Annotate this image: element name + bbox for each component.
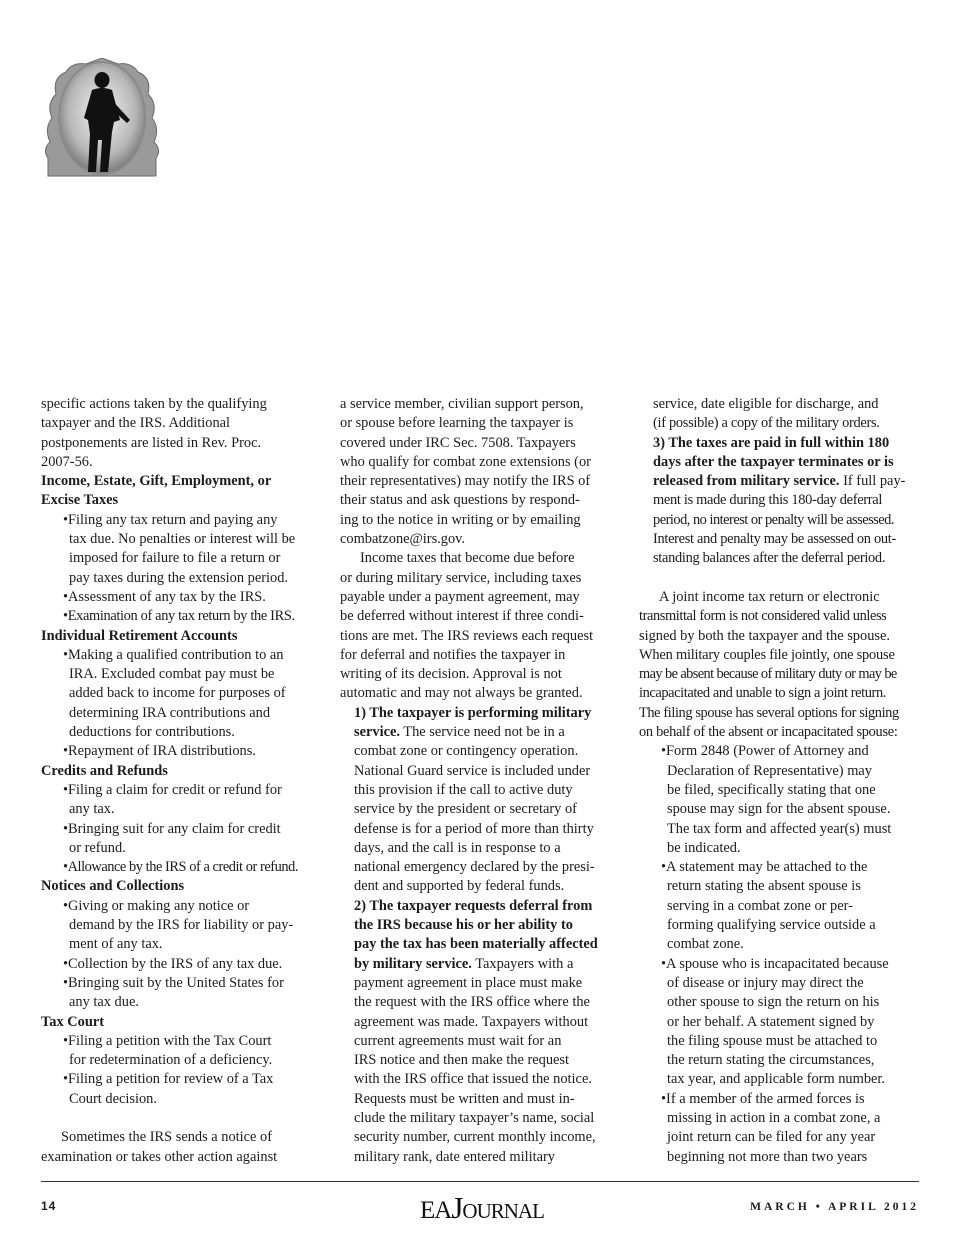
footer-divider xyxy=(41,1181,919,1182)
bullet-statement-absent: •A statement may be attached to the return stating the absent spouse is serving in a combat zone or per- forming qualifying service outside a combat zone. xyxy=(661,859,876,953)
bullet-assessment: •Assessment of any tax by the IRS. xyxy=(63,588,266,605)
paragraph-joint-return: A joint income tax return or electronic transmittal form is not considered valid unless signed by both the taxpayer and the spouse. When military couples file jointly, one spouse may be absent because of military duty or may be incapacitated and unable to sign a joint return. The filing spouse has several options for signing on behalf of the absent or incapacitated spouse: xyxy=(639,588,899,741)
paragraph-discharge: service, date eligible for discharge, and (if possible) a copy of the military orders. xyxy=(653,396,880,432)
intro-paragraph: specific actions taken by the qualifying taxpayer and the IRS. Additional postponements are listed in Rev. Proc. 2007-56. xyxy=(41,396,267,470)
issue-date: MARCH • APRIL 2012 xyxy=(750,1201,919,1213)
bullet-missing-in-action: •If a member of the armed forces is missing in action in a combat zone, a joint return can be filed for any year beginning not more than two years xyxy=(661,1090,881,1165)
column-2 xyxy=(340,395,623,1167)
heading-credits-refunds: Credits and Refunds xyxy=(41,762,168,779)
bullet-suit-united-states: •Bringing suit by the United States for any tax due. xyxy=(63,974,284,1011)
heading-ira: Individual Retirement Accounts xyxy=(41,627,238,644)
soldier-silhouette-emblem xyxy=(42,58,162,178)
bullet-collection: •Collection by the IRS of any tax due. xyxy=(63,955,283,972)
bullet-examination: •Examination of any tax return by the IRS. xyxy=(63,608,295,625)
bullet-ira-contribution: •Making a qualified contribution to an IRA. Excluded combat pay must be added back to income for purposes of determining IRA contributions and deductions for contributions. xyxy=(63,646,286,741)
bullet-petition-redetermination: •Filing a petition with the Tax Court for redetermination of a deficiency. xyxy=(63,1032,273,1069)
bullet-allowance: •Allowance by the IRS of a credit or refund. xyxy=(63,859,298,876)
condition-2: 2) The taxpayer requests deferral from the IRS because his or her ability to pay the tax has been materially affected by military service. Taxpayers with a payment agreement in place must make the request with the IRS office where the agreement was made. Taxpayers without current agreements must wait for an IRS notice and then make the request with the IRS office that issued the notice. Requests must be written and must in- clude the military taxpayer’s name, social security number, current monthly income, military rank, date entered military xyxy=(354,897,598,1165)
paragraph-notification: a service member, civilian support person, or spouse before learning the taxpayer is covered under IRC Sec. 7508. Taxpayers who qualify for combat zone extensions (or their representatives) may notify the IRS of their status and ask questions by respond- ing to the notice in writing or by emailing combatzone@irs.gov. xyxy=(340,396,591,548)
heading-income-taxes: Income, Estate, Gift, Employment, or Excise Taxes xyxy=(41,473,272,509)
heading-notices-collections: Notices and Collections xyxy=(41,878,185,895)
bullet-petition-review: •Filing a petition for review of a Tax Court decision. xyxy=(63,1071,274,1107)
bullet-bringing-suit-credit: •Bringing suit for any claim for credit or refund. xyxy=(63,820,281,856)
heading-tax-court: Tax Court xyxy=(41,1013,105,1030)
page-number: 14 xyxy=(41,1199,57,1213)
outro-paragraph: Sometimes the IRS sends a notice of examination or takes other action against xyxy=(41,1129,278,1165)
column-3 xyxy=(639,395,924,1167)
bullet-filing-claim: •Filing a claim for credit or refund for any tax. xyxy=(63,781,282,818)
bullet-ira-repayment: •Repayment of IRA distributions. xyxy=(63,743,256,760)
bullet-notice-demand: •Giving or making any notice or demand by the IRS for liability or pay- ment of any tax. xyxy=(63,897,294,953)
condition-1: 1) The taxpayer is performing military service. The service need not be in a combat zone or contingency operation. National Guard service is included under this provision if the call to active duty service by the president or secretary of defense is for a period of more than thirty days, and the call is in response to a national emergency declared by the presi- dent and supported by federal funds. xyxy=(354,704,595,895)
bullet-filing-return: •Filing any tax return and paying any tax due. No penalties or interest will be imposed for failure to file a return or pay taxes during the extension period. xyxy=(63,511,296,586)
paragraph-deferral: Income taxes that become due before or during military service, including taxes payable under a payment agreement, may be deferred without interest if three condi- tions are met. The IRS reviews each request for deferral and notifies the taxpayer in writing of its decision. Approval is not automatic and may not always be granted. xyxy=(340,550,594,702)
column-1 xyxy=(41,395,324,1167)
bullet-form-2848: •Form 2848 (Power of Attorney and Declaration of Representative) may be filed, specifically stating that one spouse may sign for the absent spouse. The tax form and affected year(s) must be indicated. xyxy=(661,743,892,856)
condition-3: 3) The taxes are paid in full within 180 days after the taxpayer terminates or is released from military service. If full pay- ment is made during this 180-day deferral period, no interest or penalty will be assessed. Interest and penalty may be assessed on out- standing balances after the deferral period. xyxy=(653,434,906,567)
bullet-incapacitated: •A spouse who is incapacitated because of disease or injury may direct the other spouse to sign the return on his or her behalf. A statement signed by the filing spouse must be attached to the return stating the circumstances, tax year, and applicable form number. xyxy=(661,955,889,1088)
ea-journal-masthead: EAJOURNAL xyxy=(420,1190,544,1225)
